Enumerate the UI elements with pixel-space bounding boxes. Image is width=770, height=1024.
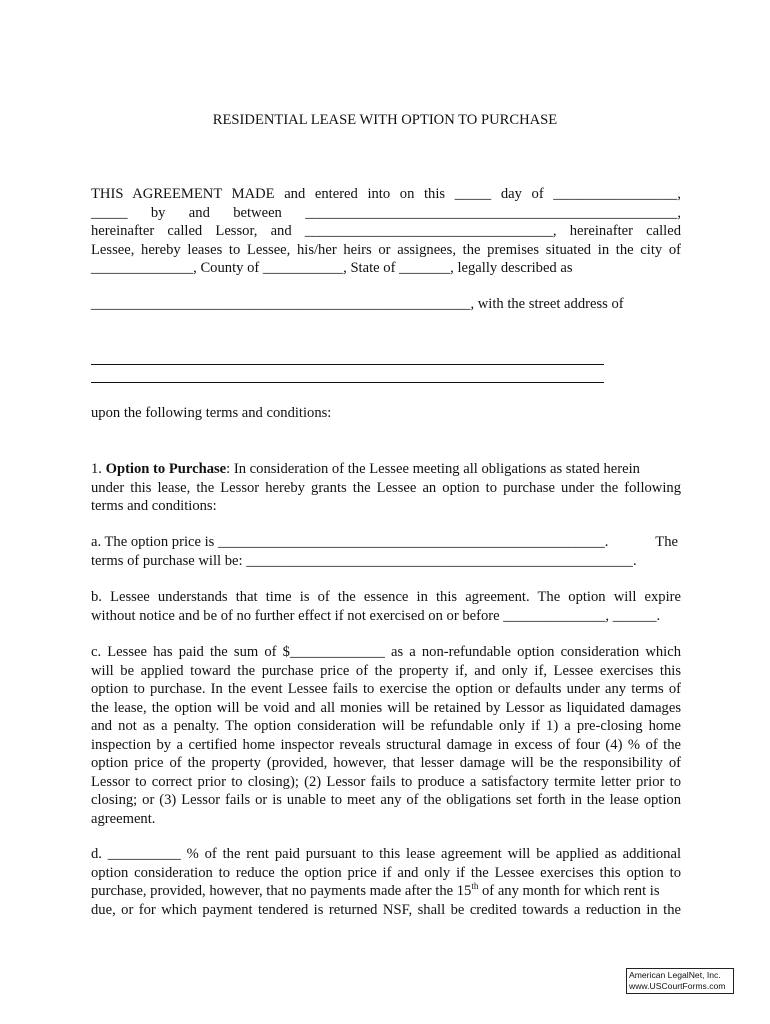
clause-d-line3-pre: purchase, provided, however, that no payments made after the 15	[91, 883, 472, 899]
intro-line: hereinafter called Lessor, and __________________________________, hereinafter called	[91, 223, 681, 239]
clause-c-line: c. Lessee has paid the sum of $_____________ as a non-refundable option consideration which	[91, 644, 681, 660]
clause-c-line: closing; or (3) Lessor fails or is unable to meet any of the obligations set forth in the lease option	[91, 792, 681, 808]
clause-d	[91, 845, 681, 919]
clause-d-line	[91, 882, 681, 901]
intro-line: _____ by and between ___________________________________________________,	[91, 204, 681, 221]
intro-line: THIS AGREEMENT MADE and entered into on this _____ day of _________________,	[91, 186, 681, 202]
intro-line: Lessee, hereby leases to Lessee, his/her heirs or assignees, the premises situated in the city of	[91, 241, 681, 258]
document-title: RESIDENTIAL LEASE WITH OPTION TO PURCHASE	[212, 112, 558, 128]
clause-d-line: due, or for which payment tendered is returned NSF, shall be credited towards a reduction in the	[91, 901, 681, 918]
section1-number: 1.	[91, 461, 102, 477]
clause-c	[91, 643, 681, 828]
clause-c-line: option to purchase. In the event Lessee fails to exercise the option or defaults under any terms of	[91, 681, 681, 697]
section-option-to-purchase	[91, 460, 681, 516]
section1-line: under this lease, the Lessor hereby grants the Lessee an option to purchase under the following	[91, 479, 681, 496]
publisher-footer	[626, 968, 734, 994]
legal-description-text: ____________________________________________________, with the street address of	[91, 296, 624, 312]
clause-a-line	[91, 533, 681, 552]
publisher-url: www.USCourtForms.com	[629, 981, 726, 991]
intro-line: ______________, County of ___________, State of _______, legally described as	[91, 260, 573, 276]
terms-intro-text: upon the following terms and conditions:	[91, 405, 332, 421]
street-address-blank-1	[91, 364, 604, 365]
clause-b-line: b. Lessee understands that time is of the essence in this agreement. The option will expire	[91, 589, 681, 605]
clause-d-line3-post: of any month for which rent is	[478, 883, 660, 899]
terms-of-purchase-text: terms of purchase will be: _____________________________________________________.	[91, 552, 637, 569]
clause-b-line: without notice and be of no further effect if not exercised on or before ______________, ______.	[91, 607, 661, 624]
clause-c-line: agreement.	[91, 810, 156, 827]
section1-line: terms and conditions:	[91, 498, 217, 514]
section1-line	[91, 460, 681, 479]
clause-c-line: will be applied toward the purchase price of the property if, and only if, Lessee exercises this	[91, 662, 681, 679]
clause-c-line: option price of the property (provided, however, that lesser damage will be the responsibility of	[91, 755, 681, 771]
clause-b	[91, 588, 681, 625]
publisher-name: American LegalNet, Inc.	[629, 970, 721, 980]
clause-c-line: the lease, the option will be void and all monies will be retained by Lessor as liquidated damages	[91, 699, 681, 716]
clause-c-line: inspection by a certified home inspector reveals structural damage in excess of four (4) % of the	[91, 736, 681, 753]
clause-a-line1-end: The	[655, 534, 678, 550]
street-address-blank-2	[91, 382, 604, 383]
option-price-text: a. The option price is _____________________________________________________.	[91, 534, 609, 550]
clause-c-line: and not as a penalty. The option consideration will be refundable only if 1) a pre-closing home	[91, 718, 681, 734]
ordinal-suffix: th	[471, 881, 479, 892]
clause-d-line: option consideration to reduce the option price if and only if the Lessee exercises this option to	[91, 864, 681, 881]
section1-heading: Option to Purchase	[105, 461, 227, 477]
terms-intro	[91, 404, 681, 423]
clause-d-line: d. __________ % of the rent paid pursuant to this lease agreement will be applied as additional	[91, 846, 681, 862]
clause-c-line: Lessor to correct prior to closing); (2) Lessor fails to produce a satisfactory termite letter prior to	[91, 773, 681, 790]
clause-a	[91, 533, 681, 570]
section1-line1-rest: : In consideration of the Lessee meeting all obligations as stated herein	[226, 461, 640, 477]
legal-description-line	[91, 295, 681, 314]
intro-paragraph	[91, 185, 681, 278]
